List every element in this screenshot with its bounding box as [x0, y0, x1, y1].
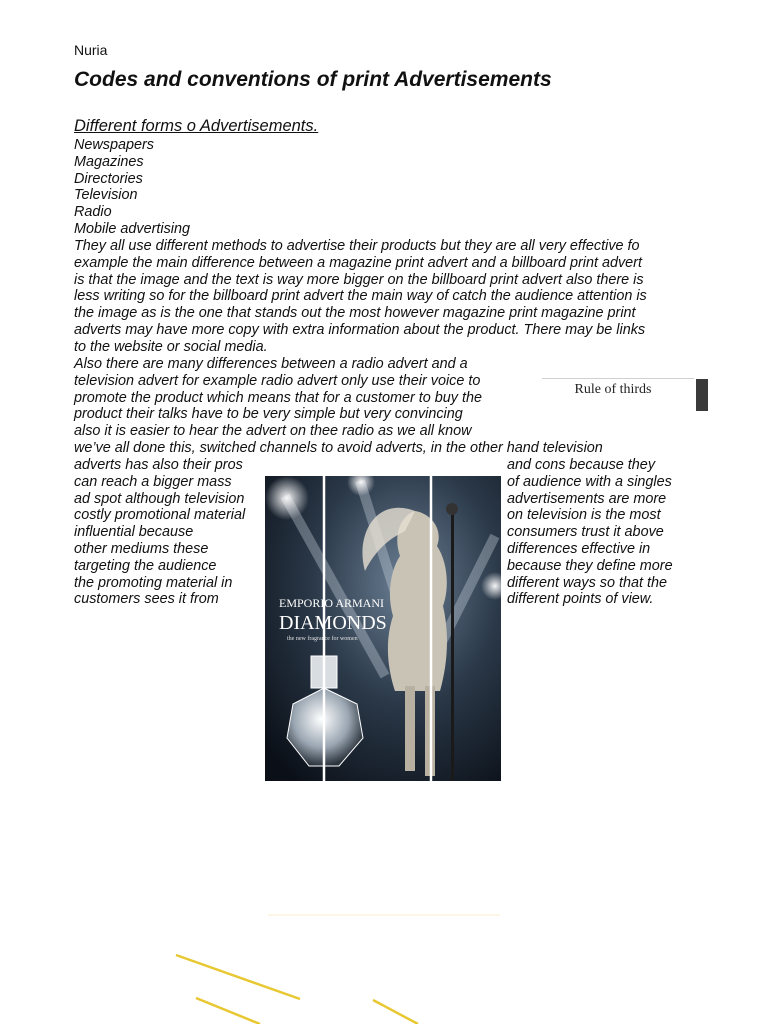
advert-tagline: the new fragrance for women [287, 636, 358, 642]
column-line: on television is the most [507, 507, 661, 524]
column-line: ad spot although television [74, 490, 245, 507]
paragraph-line: television advert for example radio advert only use their voice to [74, 372, 481, 389]
column-line: can reach a bigger mass [74, 473, 232, 490]
column-line: advertisements are more [507, 490, 667, 507]
column-line: the promoting material in [74, 574, 233, 591]
paragraph-line: to the website or social media. [74, 338, 268, 355]
paragraph-line: the image as is the one that stands out the most however magazine print magazine print [74, 305, 636, 322]
caption-divider [542, 378, 694, 379]
paragraph-line: example the main difference between a magazine print advert and a billboard print advert [74, 254, 642, 271]
faint-divider [268, 914, 500, 916]
list-item: Television [74, 187, 138, 204]
paragraph-line: They all use different methods to advertise their products but they are all very effective fo [74, 238, 640, 254]
paragraph-radio-tv [74, 356, 482, 440]
column-line: differences effective in [507, 540, 651, 557]
advert-product: DIAMONDS [279, 612, 387, 634]
paragraph-line: is that the image and the text is way more bigger on the billboard print advert also there is [74, 271, 644, 288]
column-line: consumers trust it above [507, 524, 664, 541]
list-item: Mobile advertising [74, 220, 190, 237]
paragraph-line: promote the product which means that for a customer to buy the [74, 389, 482, 406]
paragraph-line: also it is easier to hear the advert on thee radio as we all know [74, 423, 472, 440]
document-title: Codes and conventions of print Advertisements [74, 68, 552, 91]
image-caption: Rule of thirds [574, 382, 652, 397]
column-line: different ways so that the [507, 574, 667, 591]
list-item: Radio [74, 204, 112, 221]
column-line: because they define more [507, 557, 673, 574]
left-text-column [74, 457, 245, 608]
author-name: Nuria [74, 42, 108, 58]
list-item: Newspapers [74, 137, 154, 153]
list-item: Magazines [74, 153, 144, 170]
paragraph-line: Also there are many differences between a radio advert and a [74, 356, 468, 372]
column-line: targeting the audience [74, 557, 217, 574]
paragraph-print-adverts [74, 238, 647, 356]
paragraph-line: less writing so for the billboard print advert the main way of catch the audience attention is [74, 288, 647, 305]
right-text-column [507, 457, 673, 608]
section-heading: Different forms o Advertisements. [74, 117, 319, 135]
spotlight-icon [265, 476, 309, 520]
paragraph-line-full: we’ve all done this, switched channels to avoid adverts, in the other hand television [74, 440, 603, 456]
column-line: and cons because they [507, 457, 656, 473]
list-item: Directories [74, 170, 143, 187]
decorative-lines [0, 930, 768, 1024]
advert-brand: EMPORIO ARMANI [279, 596, 385, 610]
column-line: costly promotional material [74, 507, 246, 524]
paragraph-line: product their talks have to be very simple but very convincing [74, 406, 463, 423]
column-line: customers sees it from [74, 591, 219, 608]
caption-side-bar [696, 379, 708, 411]
column-line: other mediums these [74, 540, 209, 557]
column-line: influential because [74, 524, 194, 541]
paragraph-line: adverts may have more copy with extra information about the product. There may be links [74, 321, 646, 338]
column-line: adverts has also their pros [74, 457, 243, 473]
column-line: different points of view. [507, 591, 654, 608]
advertisement-forms-list [74, 137, 190, 238]
advert-image [265, 476, 501, 781]
column-line: of audience with a singles [507, 473, 672, 490]
